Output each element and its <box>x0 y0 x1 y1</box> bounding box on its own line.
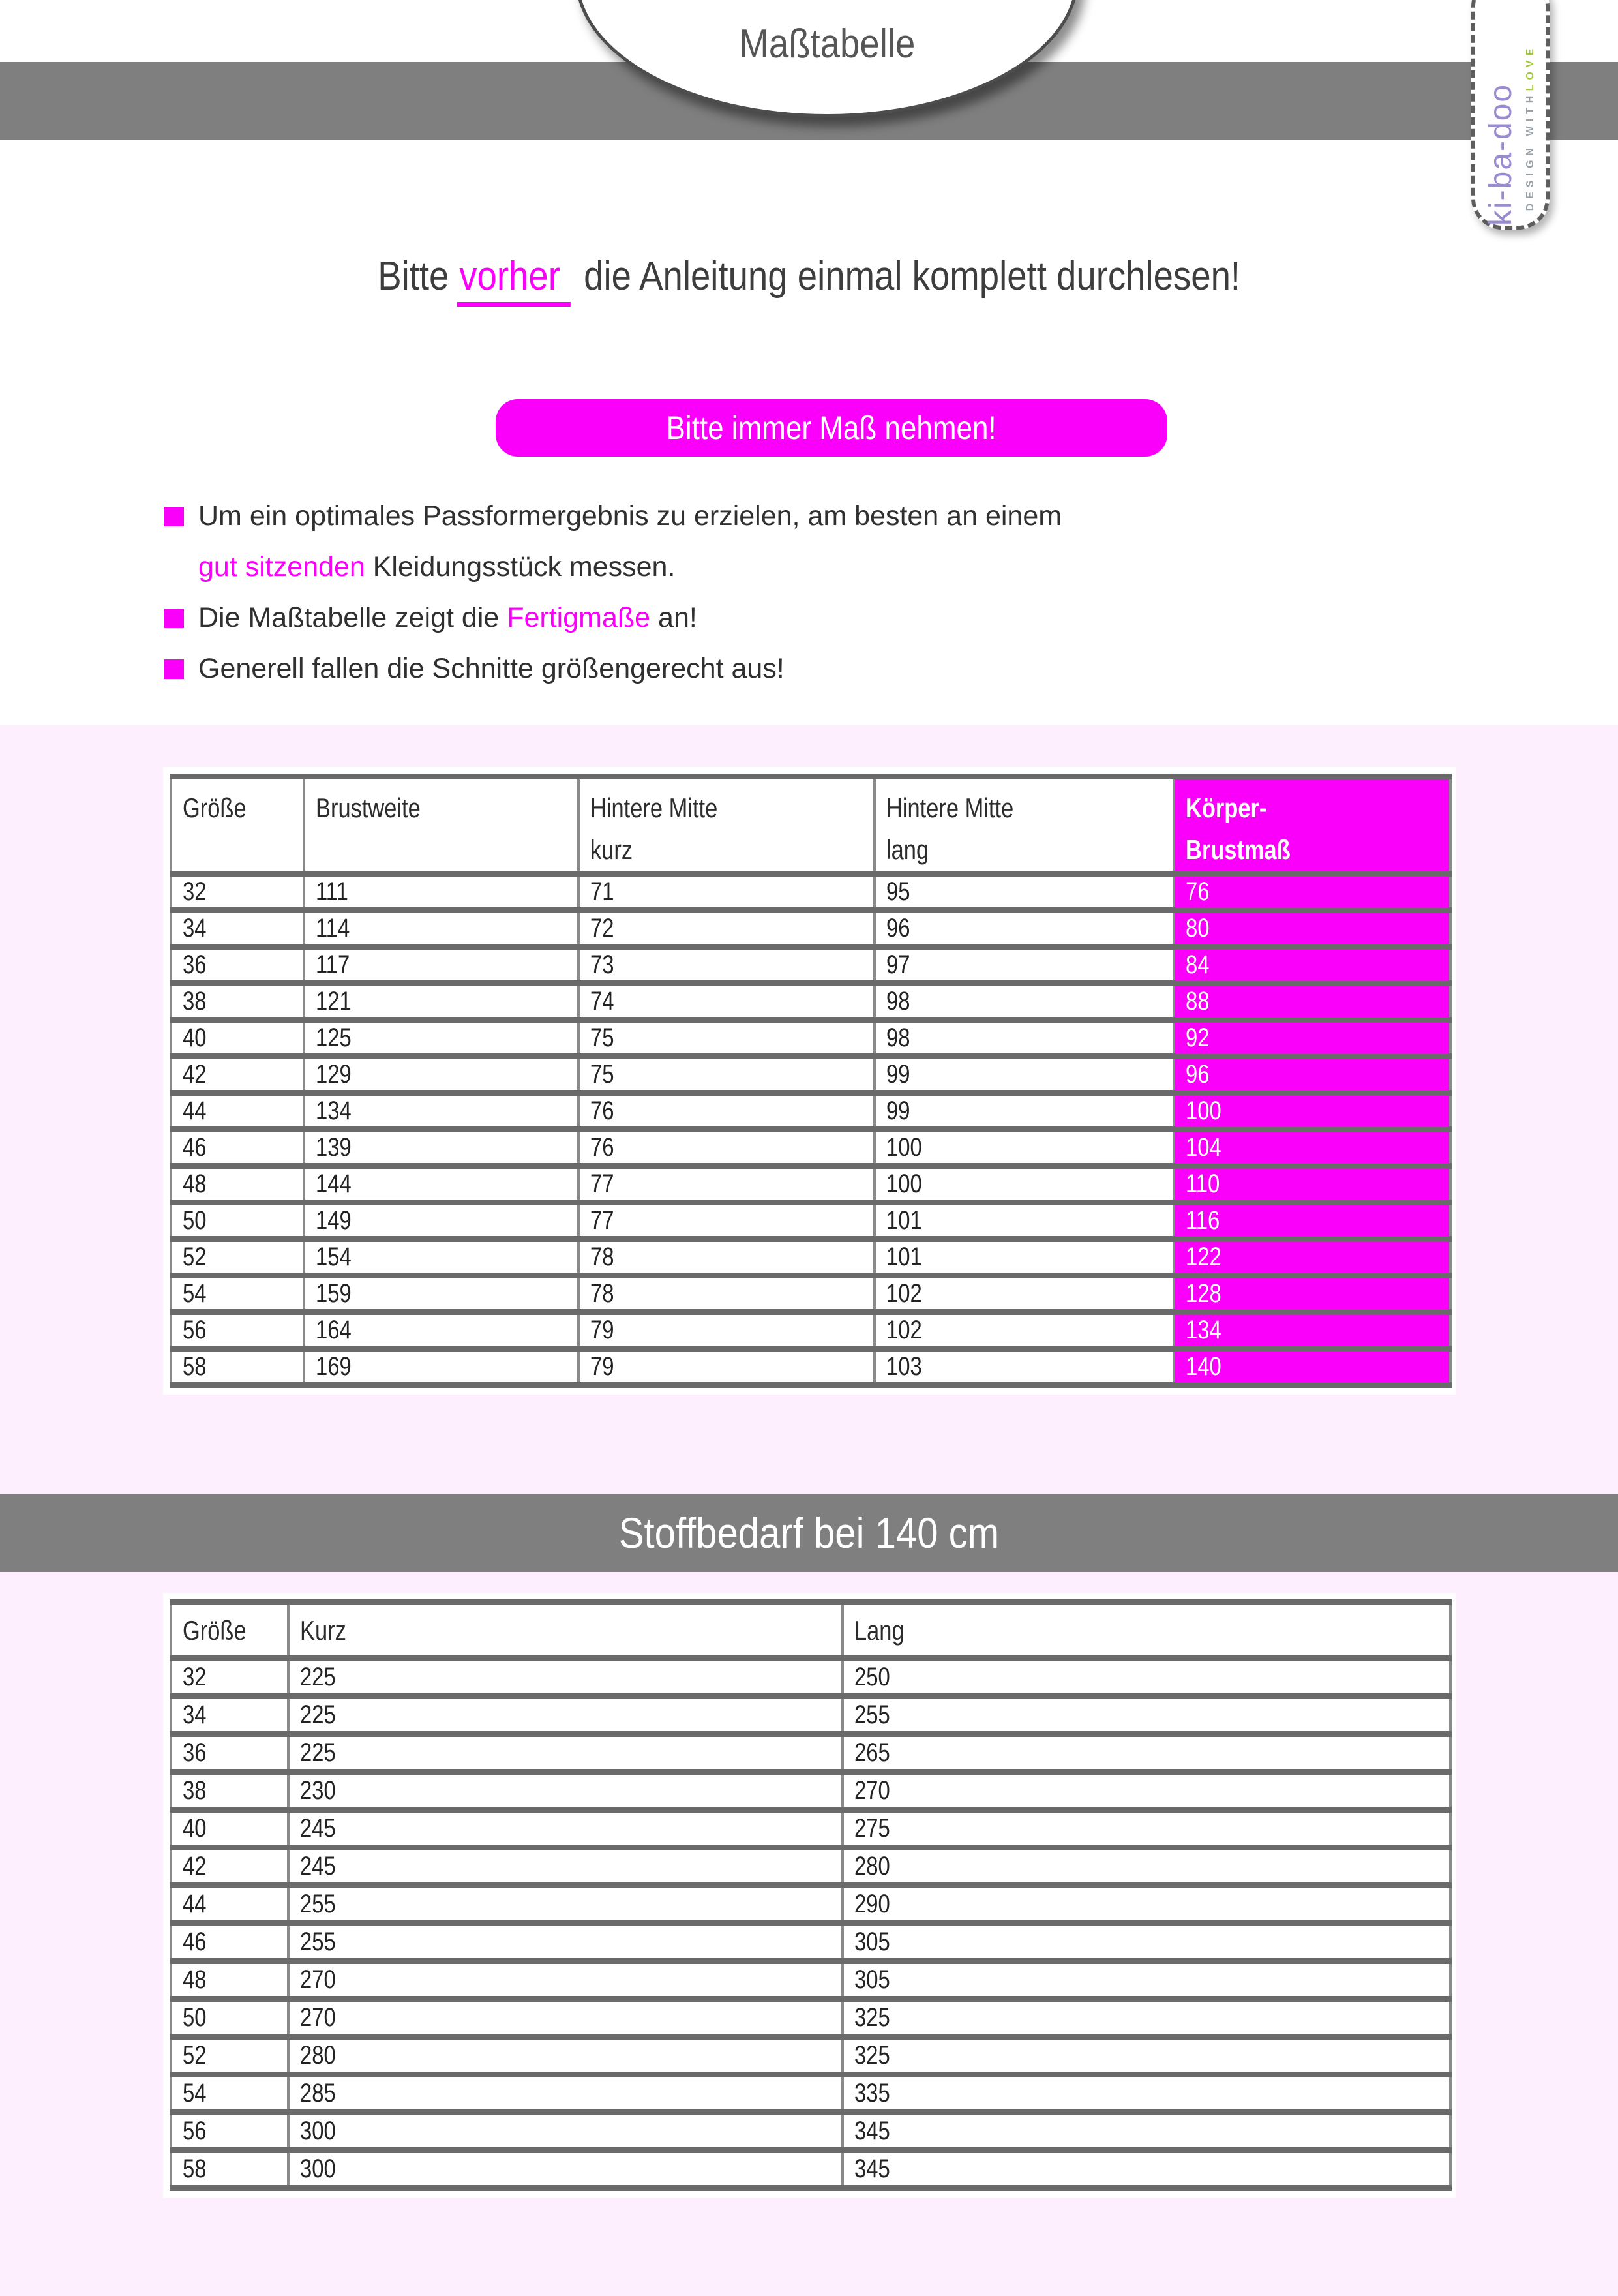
fabric-table-wrapper <box>163 1593 1456 2198</box>
table-row <box>171 1349 1450 1385</box>
table-header-row <box>171 777 1450 874</box>
table-cell: 36 <box>171 1734 288 1772</box>
table-cell: 335 <box>843 2075 1450 2113</box>
bullet-plain-text: Generell fallen die Schnitte größengerecht aus! <box>198 653 785 684</box>
table-cell: 101 <box>875 1203 1174 1239</box>
table-cell: 270 <box>843 1772 1450 1810</box>
column-header: Kurz <box>288 1603 843 1659</box>
size-table-wrapper <box>163 767 1456 1395</box>
table-cell: 96 <box>875 911 1174 947</box>
table-cell: 96 <box>1174 1057 1450 1093</box>
bullet-square-icon <box>164 507 184 526</box>
table-cell: 46 <box>171 1924 288 1961</box>
headline <box>0 253 1618 299</box>
fabric-section-title: Stoffbedarf bei 140 cm <box>618 1509 1000 1557</box>
table-cell: 34 <box>171 1697 288 1734</box>
table-row <box>171 1166 1450 1203</box>
table-cell: 110 <box>1174 1166 1450 1203</box>
table-cell: 38 <box>171 984 304 1020</box>
table-row <box>171 2151 1450 2188</box>
table-cell: 73 <box>578 947 875 984</box>
column-header: Körper- Brustmaß <box>1174 777 1450 874</box>
table-cell: 48 <box>171 1166 304 1203</box>
table-cell: 225 <box>288 1734 843 1772</box>
table-row <box>171 1734 1450 1772</box>
table-cell: 42 <box>171 1057 304 1093</box>
table-cell: 77 <box>578 1166 875 1203</box>
bullet-plain-text: an! <box>650 602 697 633</box>
measure-banner-label: Bitte immer Maß nehmen! <box>666 410 997 446</box>
table-cell: 76 <box>1174 874 1450 911</box>
table-cell: 56 <box>171 1312 304 1349</box>
table-cell: 52 <box>171 2037 288 2075</box>
fabric-table <box>170 1599 1452 2191</box>
table-cell: 50 <box>171 1203 304 1239</box>
table-cell: 139 <box>304 1130 578 1166</box>
bullet-highlight-text: gut sitzenden <box>198 551 365 582</box>
table-cell: 140 <box>1174 1349 1450 1385</box>
table-row <box>171 1057 1450 1093</box>
table-cell: 122 <box>1174 1239 1450 1276</box>
table-cell: 270 <box>288 1961 843 1999</box>
table-cell: 225 <box>288 1697 843 1734</box>
brand-tagline <box>1525 0 1536 211</box>
page-title: Maßtabelle <box>739 22 915 67</box>
column-header: Hintere Mitte kurz <box>578 777 875 874</box>
table-cell: 280 <box>843 1848 1450 1886</box>
table-cell: 36 <box>171 947 304 984</box>
table-cell: 103 <box>875 1349 1174 1385</box>
table-cell: 52 <box>171 1239 304 1276</box>
table-row <box>171 1093 1450 1130</box>
table-row <box>171 947 1450 984</box>
table-row <box>171 1130 1450 1166</box>
table-row <box>171 1999 1450 2037</box>
bullet-plain-text: Kleidungsstück messen. <box>365 551 676 582</box>
table-cell: 325 <box>843 2037 1450 2075</box>
table-cell: 88 <box>1174 984 1450 1020</box>
table-cell: 54 <box>171 1276 304 1312</box>
table-cell: 245 <box>288 1848 843 1886</box>
table-cell: 230 <box>288 1772 843 1810</box>
table-row <box>171 2113 1450 2151</box>
brand-logo <box>1471 0 1550 230</box>
table-cell: 102 <box>875 1276 1174 1312</box>
bullet-text <box>198 592 697 643</box>
table-cell: 50 <box>171 1999 288 2037</box>
table-row <box>171 1020 1450 1057</box>
table-cell: 75 <box>578 1020 875 1057</box>
table-row <box>171 984 1450 1020</box>
table-cell: 290 <box>843 1886 1450 1924</box>
table-cell: 285 <box>288 2075 843 2113</box>
table-row <box>171 1239 1450 1276</box>
table-cell: 255 <box>288 1924 843 1961</box>
table-cell: 38 <box>171 1772 288 1810</box>
table-cell: 44 <box>171 1886 288 1924</box>
table-cell: 104 <box>1174 1130 1450 1166</box>
table-row <box>171 1659 1450 1697</box>
measurement-table <box>170 774 1452 1388</box>
table-cell: 300 <box>288 2113 843 2151</box>
table-row <box>171 1772 1450 1810</box>
table-row <box>171 1203 1450 1239</box>
vorher-link[interactable]: vorher <box>457 254 571 307</box>
brand-name: ki-ba-doo <box>1484 83 1518 226</box>
table-cell: 77 <box>578 1203 875 1239</box>
table-cell: 95 <box>875 874 1174 911</box>
bullet-item <box>164 491 1436 592</box>
headline-suffix: die Anleitung einmal komplett durchlesen! <box>573 254 1240 299</box>
table-row <box>171 1848 1450 1886</box>
table-cell: 325 <box>843 1999 1450 2037</box>
table-cell: 34 <box>171 911 304 947</box>
bullet-square-icon <box>164 659 184 679</box>
table-cell: 345 <box>843 2113 1450 2151</box>
table-cell: 40 <box>171 1810 288 1848</box>
column-header: Größe <box>171 777 304 874</box>
table-header-row <box>171 1603 1450 1659</box>
table-row <box>171 1924 1450 1961</box>
column-header: Lang <box>843 1603 1450 1659</box>
table-cell: 58 <box>171 2151 288 2188</box>
table-cell: 101 <box>875 1239 1174 1276</box>
table-cell: 250 <box>843 1659 1450 1697</box>
table-cell: 74 <box>578 984 875 1020</box>
table-cell: 58 <box>171 1349 304 1385</box>
table-cell: 117 <box>304 947 578 984</box>
table-row <box>171 1961 1450 1999</box>
table-cell: 270 <box>288 1999 843 2037</box>
table-cell: 169 <box>304 1349 578 1385</box>
table-cell: 42 <box>171 1848 288 1886</box>
table-cell: 98 <box>875 984 1174 1020</box>
bullet-plain-text: Die Maßtabelle zeigt die <box>198 602 507 633</box>
table-cell: 159 <box>304 1276 578 1312</box>
table-cell: 76 <box>578 1093 875 1130</box>
table-cell: 144 <box>304 1166 578 1203</box>
table-cell: 102 <box>875 1312 1174 1349</box>
column-header: Hintere Mitte lang <box>875 777 1174 874</box>
table-cell: 56 <box>171 2113 288 2151</box>
table-row <box>171 1276 1450 1312</box>
table-row <box>171 1312 1450 1349</box>
table-cell: 245 <box>288 1810 843 1848</box>
table-cell: 72 <box>578 911 875 947</box>
table-cell: 280 <box>288 2037 843 2075</box>
table-row <box>171 911 1450 947</box>
table-cell: 134 <box>304 1093 578 1130</box>
table-cell: 154 <box>304 1239 578 1276</box>
table-cell: 100 <box>875 1130 1174 1166</box>
tagline-design-with: DESIGN WITH <box>1525 91 1536 211</box>
table-cell: 76 <box>578 1130 875 1166</box>
table-cell: 48 <box>171 1961 288 1999</box>
table-cell: 305 <box>843 1924 1450 1961</box>
table-cell: 78 <box>578 1276 875 1312</box>
table-cell: 71 <box>578 874 875 911</box>
table-cell: 129 <box>304 1057 578 1093</box>
table-cell: 78 <box>578 1239 875 1276</box>
table-cell: 100 <box>875 1166 1174 1203</box>
table-cell: 75 <box>578 1057 875 1093</box>
table-cell: 44 <box>171 1093 304 1130</box>
bullet-text <box>198 643 785 694</box>
table-cell: 40 <box>171 1020 304 1057</box>
column-header: Brustweite <box>304 777 578 874</box>
table-row <box>171 2075 1450 2113</box>
table-cell: 98 <box>875 1020 1174 1057</box>
table-cell: 79 <box>578 1349 875 1385</box>
table-cell: 99 <box>875 1093 1174 1130</box>
table-cell: 84 <box>1174 947 1450 984</box>
table-cell: 345 <box>843 2151 1450 2188</box>
measure-banner <box>496 399 1167 457</box>
table-cell: 128 <box>1174 1276 1450 1312</box>
table-cell: 134 <box>1174 1312 1450 1349</box>
bullet-highlight-text: Fertigmaße <box>507 602 651 633</box>
table-cell: 97 <box>875 947 1174 984</box>
table-cell: 32 <box>171 874 304 911</box>
table-cell: 114 <box>304 911 578 947</box>
bullet-list <box>164 491 1436 694</box>
table-cell: 80 <box>1174 911 1450 947</box>
table-cell: 265 <box>843 1734 1450 1772</box>
table-cell: 125 <box>304 1020 578 1057</box>
table-cell: 92 <box>1174 1020 1450 1057</box>
bullet-text <box>198 491 1062 592</box>
table-row <box>171 1886 1450 1924</box>
table-row <box>171 1697 1450 1734</box>
table-row <box>171 874 1450 911</box>
table-cell: 100 <box>1174 1093 1450 1130</box>
table-cell: 255 <box>843 1697 1450 1734</box>
table-cell: 225 <box>288 1659 843 1697</box>
table-cell: 300 <box>288 2151 843 2188</box>
table-cell: 116 <box>1174 1203 1450 1239</box>
table-cell: 79 <box>578 1312 875 1349</box>
table-row <box>171 2037 1450 2075</box>
table-cell: 46 <box>171 1130 304 1166</box>
table-cell: 275 <box>843 1810 1450 1848</box>
table-cell: 99 <box>875 1057 1174 1093</box>
table-cell: 121 <box>304 984 578 1020</box>
headline-prefix: Bitte <box>378 254 449 299</box>
table-cell: 111 <box>304 874 578 911</box>
table-row <box>171 1810 1450 1848</box>
bullet-item <box>164 643 1436 694</box>
table-cell: 164 <box>304 1312 578 1349</box>
fabric-section-band <box>0 1494 1618 1572</box>
tagline-love: LOVE <box>1525 44 1536 91</box>
table-cell: 255 <box>288 1886 843 1924</box>
bullet-plain-text: Um ein optimales Passformergebnis zu erzielen, am besten an einem <box>198 500 1062 532</box>
bullet-item <box>164 592 1436 643</box>
table-cell: 305 <box>843 1961 1450 1999</box>
table-cell: 54 <box>171 2075 288 2113</box>
table-cell: 149 <box>304 1203 578 1239</box>
column-header: Größe <box>171 1603 288 1659</box>
bullet-square-icon <box>164 609 184 628</box>
table-cell: 32 <box>171 1659 288 1697</box>
